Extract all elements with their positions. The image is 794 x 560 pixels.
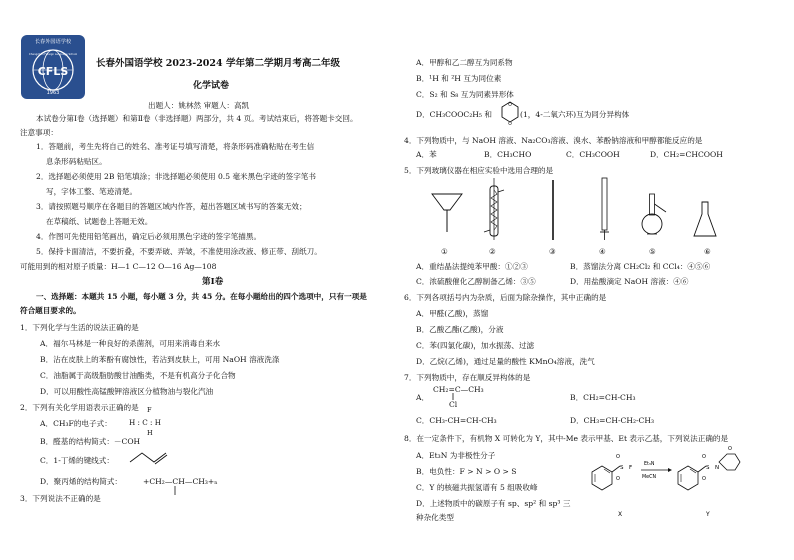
q3-option: C．S₂ 和 S₈ 互为同素异形体 <box>416 90 514 99</box>
volume-title: 第Ⅰ卷 <box>202 277 224 287</box>
logo-top-text: 长春外国语学校 <box>34 39 72 45</box>
q7-option-a-sub: Cl <box>449 400 458 409</box>
q8-option: A．Et₃N 为非极性分子 <box>416 451 496 460</box>
q4-option: C．CH₃COOH <box>566 150 620 159</box>
q6-option: B．乙酸乙酯(乙酸)，分液 <box>416 325 504 334</box>
q6-stem: 6．下列各项括号内为杂质，后面为除杂操作，其中正确的是 <box>404 293 607 302</box>
q3-option: B．¹H 和 ²H 互为同位素 <box>416 74 502 83</box>
burette-icon <box>600 178 609 240</box>
glassware-figure <box>420 176 720 246</box>
q1-option: C．油脂属于高级脂肪酸甘油酯类，不是有机高分子化合物 <box>40 371 236 380</box>
q1-option: D．可以用酸性高锰酸钾溶液区分植物油与裂化汽油 <box>40 387 214 396</box>
dioxane-o-top: O <box>508 103 512 108</box>
q5-label: ⑤ <box>649 247 656 256</box>
q8-option-cont: 种杂化类型 <box>416 513 454 522</box>
q5-label: ② <box>489 247 496 256</box>
y-sulfur: S <box>706 465 710 471</box>
q3-option-cont: (1，4-二氧六环)互为同分异构体 <box>520 110 630 119</box>
x-sulfur: S <box>620 465 624 471</box>
q5-label: ⑥ <box>704 247 711 256</box>
label-y: Y <box>706 511 710 518</box>
q7-option-d: D．CH₃=CH-CH₂-CH₃ <box>570 416 655 425</box>
x-oxygen-bottom: O <box>616 476 620 482</box>
butene-skeletal-formula <box>128 448 178 466</box>
y-nitrogen: N <box>715 465 720 471</box>
q2-polypropylene-formula: +CH₂—CH—CH₃+ₙ <box>143 477 218 486</box>
notes-heading: 注意事项： <box>20 128 58 137</box>
q5-option: B．蒸馏法分离 CH₂Cl₂ 和 CCl₄：④⑤⑥ <box>570 262 711 271</box>
reaction-scheme <box>578 440 778 520</box>
q3-option: A．甲醇和乙二醇互为同系物 <box>416 58 513 67</box>
q7-stem: 7．下列物质中，存在顺反异构体的是 <box>404 373 531 382</box>
note-line: 在草稿纸、试题卷上答题无效。 <box>46 217 153 226</box>
logo-mid-text: Changchun Foreign Language School <box>28 53 78 56</box>
funnel-icon <box>432 194 462 232</box>
y-ring-oxygen: O <box>728 446 732 452</box>
atomic-masses: 可能用到的相对原子质量：H—1 C—12 O—16 Ag—108 <box>20 262 217 271</box>
q5-label: ④ <box>599 247 606 256</box>
dioxane-ring <box>500 100 520 126</box>
q7-option-c: C．CH₃-CH=CH-CH₃ <box>416 416 497 425</box>
logo-year: 1963 <box>46 90 60 96</box>
school-logo <box>20 34 86 100</box>
q2-stem: 2．下列有关化学用语表示正确的是 <box>20 403 139 412</box>
q4-stem: 4．下列物质中，与 NaOH 溶液、Na₂CO₃溶液、溴水、苯酚钠溶液和甲醇都能反应的是 <box>404 136 703 145</box>
q8-stem: 8．在一定条件下，有机物 X 可转化为 Y，其中-Me 表示甲基、Et 表示乙基，下列说法正确的是 <box>404 434 729 443</box>
q2-option-a: A．CH₃F的电子式： <box>40 419 112 428</box>
q1-option: A．福尔马林是一种良好的杀菌剂，可用来消毒自来水 <box>40 339 221 348</box>
x-fluorine: F <box>629 465 633 471</box>
q1-stem: 1．下列化学与生活的说法正确的是 <box>20 323 139 332</box>
y-oxygen-top: O <box>702 454 706 460</box>
q5-option: C．浓硫酸催化乙醇制备乙烯：③⑤ <box>416 277 536 286</box>
q4-option: B．CH₃CHO <box>484 150 532 159</box>
logo-acronym: CFLS <box>37 65 69 78</box>
q2-option-c: C．1-丁烯的键线式： <box>40 456 114 465</box>
dioxane-o-bottom: O <box>508 122 512 126</box>
q6-option: D．乙烷(乙烯)，通过足量的酸性 KMnO₄溶液，洗气 <box>416 357 595 366</box>
q2-formula-mid: H : C : H <box>129 418 162 427</box>
section-heading: 一、选择题：本题共 15 小题，每小题 3 分，共 45 分。在每小题给出的四个选项中，只有一项是 <box>36 292 367 301</box>
q2-formula-top: F <box>147 406 152 414</box>
condenser-icon <box>484 178 504 240</box>
q2-option-d: D．聚丙烯的结构简式： <box>40 477 123 486</box>
q8-option: C．Y 的核磁共振氢谱有 5 组吸收峰 <box>416 483 538 492</box>
compound-y <box>678 446 740 490</box>
x-oxygen-top: O <box>616 454 620 460</box>
exam-intro: 本试卷分第Ⅰ卷（选择题）和第Ⅱ卷（非选择题）两部分，共 4 页。考试结束后，将答题卡交回。 <box>36 114 358 123</box>
q5-label: ① <box>441 247 448 256</box>
note-line: 4．作图可先使用铅笔画出，确定后必须用黑色字迹的签字笔描黑。 <box>36 232 262 241</box>
q3-option: D．CH₃COOC₂H₅ 和 <box>416 110 492 119</box>
q6-option: A．甲醛(乙酸)，蒸馏 <box>416 309 489 318</box>
q2-formula-bot: H <box>147 429 153 437</box>
q5-option: D．用盐酸滴定 NaOH 溶液：④⑥ <box>570 277 689 286</box>
distilling-flask-icon <box>642 194 666 234</box>
compound-x <box>592 454 632 490</box>
q8-option: B．电负性：F > N > O > S <box>416 467 517 476</box>
q2-option-b: B．醛基的结构简式：－COH <box>40 437 141 446</box>
y-oxygen-bottom: O <box>702 476 706 482</box>
reagent-top: Et₃N <box>644 462 655 467</box>
q5-option: A．重结晶法提纯苯甲酸：①②③ <box>416 262 528 271</box>
note-line: 2．选择题必须使用 2B 铅笔填涂；非选择题必须使用 0.5 毫米黑色字迹的签字笔书 <box>36 172 316 181</box>
note-line: 写，字体工整、笔迹清楚。 <box>46 187 138 196</box>
label-x: X <box>618 511 623 518</box>
erlenmeyer-flask-icon <box>694 202 716 236</box>
q3-stem: 3．下列说法不正确的是 <box>20 494 101 503</box>
q2-methyl-branch <box>172 486 178 496</box>
note-line: 1．答题前，考生先将自己的姓名、准考证号填写清楚，将条形码准确粘贴在考生信 <box>36 142 315 151</box>
q6-option: C．苯(四氯化碳)，加水振荡、过滤 <box>416 341 535 350</box>
q7-option-b: B．CH₂=CH-CH₃ <box>570 393 636 402</box>
note-line: 息条形码粘贴区。 <box>46 157 107 166</box>
q4-option: A．苯 <box>416 150 437 159</box>
exam-authors: 出题人：姚林然 审题人：高凯 <box>148 101 250 110</box>
note-line: 3．请按照题号顺序在各题目的答题区域内作答，超出答题区域书写的答案无效； <box>36 202 307 211</box>
q4-option: D．CH₂=CHCOOH <box>650 150 723 159</box>
q5-stem: 5．下列玻璃仪器在相应实验中选用合理的是 <box>404 166 554 175</box>
q5-label: ③ <box>549 247 556 256</box>
q8-option: D．上述物质中的碳原子有 sp、sp² 和 sp³ 三 <box>416 499 571 508</box>
exam-title: 长春外国语学校 2023-2024 学年第二学期月考高二年级 <box>96 58 340 69</box>
exam-subject: 化学试卷 <box>193 81 230 91</box>
reagent-bottom: MeCN <box>642 475 657 480</box>
q1-option: B．沾在皮肤上的苯酚有腐蚀性，若沾到皮肤上，可用 NaOH 溶液洗涤 <box>40 355 280 364</box>
section-heading-cont: 符合题目要求的。 <box>20 306 81 315</box>
q7-option-a: A． <box>416 393 430 402</box>
q7-option-a-formula: CH₂=C—CH₃ <box>433 385 484 394</box>
note-line: 5．保持卡面清洁，不要折叠，不要弄破、弄皱，不准使用涂改液、修正带、刮纸刀。 <box>36 247 322 256</box>
